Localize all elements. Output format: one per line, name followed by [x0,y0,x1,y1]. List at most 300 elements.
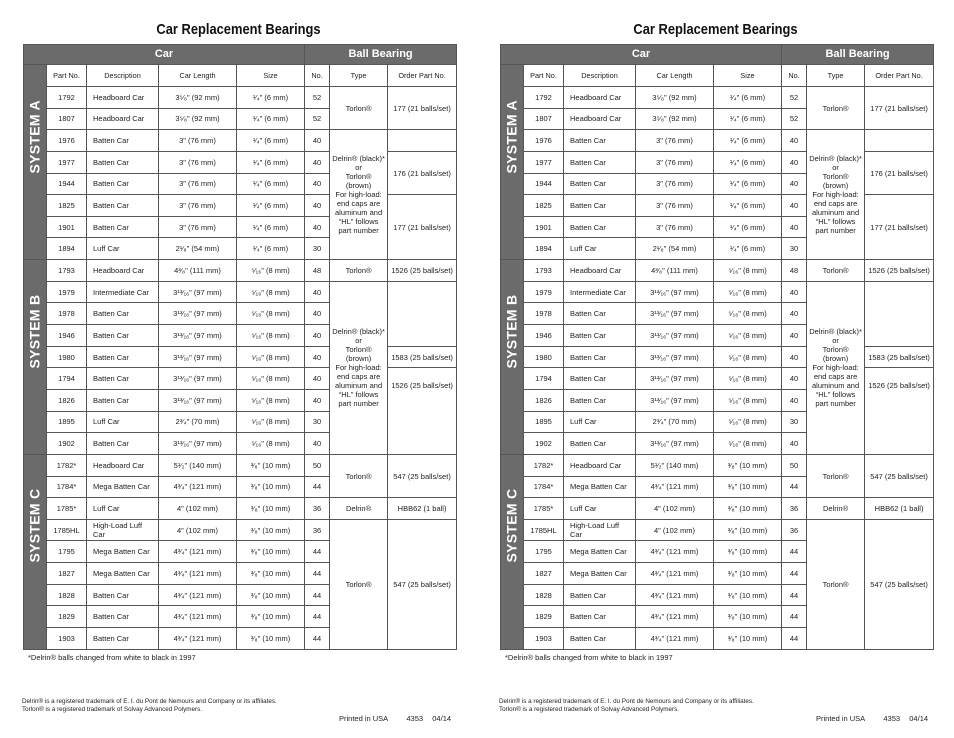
ball-count: 40 [305,281,330,303]
description: Mega Batten Car [564,563,636,585]
ball-count: 30 [305,411,330,433]
order-part-no: 1526 (25 balls/set) [388,368,457,455]
size: ³⁄₈" (10 mm) [714,563,782,585]
car-length: 4³⁄₄" (121 mm) [636,476,714,498]
car-length: 4³⁄₄" (121 mm) [636,563,714,585]
car-length: 3¹³⁄₁₆" (97 mm) [159,389,237,411]
page-title: Car Replacement Bearings [156,21,321,38]
description: Intermediate Car [564,281,636,303]
col-header-order-part-no: Order Part No. [388,65,457,87]
description: Batten Car [564,368,636,390]
size: ⁵⁄₁₆" (8 mm) [237,389,305,411]
table-row [501,151,934,173]
description: Intermediate Car [87,281,159,303]
description: Mega Batten Car [87,541,159,563]
size: ³⁄₈" (10 mm) [237,454,305,476]
description: Batten Car [87,389,159,411]
ball-count: 40 [305,195,330,217]
size: ³⁄₈" (10 mm) [714,454,782,476]
description: Headboard Car [564,260,636,282]
part-no: 1977 [47,151,87,173]
col-header-size: Size [237,65,305,87]
car-length: 3" (76 mm) [159,195,237,217]
col-header-order-part-no: Order Part No. [865,65,934,87]
part-no: 1978 [47,303,87,325]
table-row [501,260,934,282]
size: ⁵⁄₁₆" (8 mm) [714,325,782,347]
part-no: 1979 [47,281,87,303]
order-part-no: 177 (21 balls/set) [865,195,934,260]
table-row [501,130,934,152]
size: ⁵⁄₁₆" (8 mm) [714,260,782,282]
part-no: 1944 [524,173,564,195]
description: High-Load Luff Car [564,519,636,541]
part-no: 1785HL [524,519,564,541]
description: Headboard Car [87,454,159,476]
size: ¹⁄₄" (6 mm) [714,130,782,152]
description: Mega Batten Car [564,476,636,498]
order-part-no: HBB62 (1 ball) [865,498,934,520]
trademark-delrin: Delrin® is a registered trademark of E. I. du Pont de Nemours and Company or its affiliates. [499,698,754,705]
description: Luff Car [564,411,636,433]
size: ³⁄₈" (10 mm) [714,476,782,498]
size: ¹⁄₄" (6 mm) [714,216,782,238]
size: ³⁄₈" (10 mm) [714,541,782,563]
description: Mega Batten Car [87,476,159,498]
size: ⁵⁄₁₆" (8 mm) [237,303,305,325]
car-length: 4³⁄₄" (121 mm) [159,584,237,606]
description: Batten Car [87,628,159,650]
order-part-no [865,130,934,152]
col-header-type: Type [330,65,388,87]
ball-count: 40 [782,130,807,152]
table-row [24,519,457,541]
type-delrin-block: Delrin® (black)* or Torlon® (brown) For high-load: end caps are aluminum and “HL” follows part number [807,130,865,260]
order-part-no [865,281,934,346]
part-no: 1794 [524,368,564,390]
part-no: 1944 [47,173,87,195]
ball-count: 44 [782,476,807,498]
car-length: 4" (102 mm) [636,519,714,541]
car-length: 2³⁄₄" (70 mm) [159,411,237,433]
order-part-no: 1526 (25 balls/set) [865,260,934,282]
doc-code: 4353 [406,714,424,723]
ball-count: 40 [782,303,807,325]
ball-count: 44 [305,541,330,563]
car-length: 3¹³⁄₁₆" (97 mm) [636,346,714,368]
ball-count: 44 [305,628,330,650]
col-header-car-length: Car Length [636,65,714,87]
car-length: 3" (76 mm) [636,151,714,173]
size: ⁵⁄₁₆" (8 mm) [237,346,305,368]
description: Batten Car [87,216,159,238]
description: Luff Car [87,238,159,260]
description: Headboard Car [87,108,159,130]
ball-count: 40 [782,195,807,217]
part-no: 1795 [47,541,87,563]
table-row [501,498,934,520]
car-length: 3" (76 mm) [636,195,714,217]
type: Delrin® [807,498,865,520]
part-no: 1902 [47,433,87,455]
ball-count: 36 [305,519,330,541]
car-length: 3¹³⁄₁₆" (97 mm) [636,368,714,390]
col-header-part-no: Part No. [47,65,87,87]
description: Headboard Car [564,87,636,109]
type: Delrin® [330,498,388,520]
table-row [24,454,457,476]
ball-count: 36 [305,498,330,520]
group-car-header: Car [24,45,305,65]
order-part-no: 1583 (25 balls/set) [388,346,457,368]
part-no: 1825 [47,195,87,217]
bearings-table [500,44,934,650]
car-length: 4³⁄₄" (121 mm) [159,606,237,628]
description: Batten Car [564,216,636,238]
ball-count: 30 [782,411,807,433]
part-no: 1829 [47,606,87,628]
ball-count: 40 [782,433,807,455]
car-length: 4³⁄₄" (121 mm) [159,628,237,650]
table-row [24,281,457,303]
ball-count: 40 [305,216,330,238]
part-no: 1903 [524,628,564,650]
description: Luff Car [87,411,159,433]
part-no: 1828 [47,584,87,606]
description: Batten Car [564,584,636,606]
car-length: 5¹⁄₂" (140 mm) [159,454,237,476]
ball-count: 40 [305,151,330,173]
ball-count: 44 [782,628,807,650]
col-header-type: Type [807,65,865,87]
part-no: 1977 [524,151,564,173]
ball-count: 40 [782,151,807,173]
footnote: *Delrin® balls changed from white to black in 1997 [505,653,673,662]
size: ¹⁄₄" (6 mm) [237,108,305,130]
ball-count: 40 [782,389,807,411]
size: ¹⁄₄" (6 mm) [237,151,305,173]
printed-in: Printed in USA [816,714,866,723]
part-no: 1946 [47,325,87,347]
size: ¹⁄₄" (6 mm) [237,216,305,238]
description: Batten Car [87,606,159,628]
size: ³⁄₈" (10 mm) [714,519,782,541]
car-length: 3¹³⁄₁₆" (97 mm) [159,433,237,455]
description: Headboard Car [564,108,636,130]
part-no: 1980 [47,346,87,368]
part-no: 1792 [47,87,87,109]
ball-count: 30 [305,238,330,260]
col-header-car-length: Car Length [159,65,237,87]
description: Batten Car [564,628,636,650]
description: Batten Car [564,303,636,325]
table-row [24,151,457,173]
ball-count: 40 [782,346,807,368]
car-length: 4" (102 mm) [636,498,714,520]
ball-count: 36 [782,498,807,520]
size: ¹⁄₄" (6 mm) [237,130,305,152]
page-title: Car Replacement Bearings [633,21,798,38]
part-no: 1980 [524,346,564,368]
order-part-no: 176 (21 balls/set) [865,151,934,194]
doc-code: 4353 [883,714,901,723]
part-no: 1895 [524,411,564,433]
car-length: 3" (76 mm) [159,130,237,152]
system-c-label: SYSTEM C [24,454,47,649]
ball-count: 50 [782,454,807,476]
part-no: 1894 [524,238,564,260]
order-part-no: 547 (25 balls/set) [865,519,934,649]
table-row [24,368,457,390]
ball-count: 52 [305,87,330,109]
part-no: 1827 [47,563,87,585]
ball-count: 40 [305,325,330,347]
type: Torlon® [330,454,388,497]
order-part-no: HBB62 (1 ball) [388,498,457,520]
trademark-torlon: Torlon® is a registered trademark of Solvay Advanced Polymers. [499,706,679,713]
part-no: 1826 [47,389,87,411]
part-no: 1792 [524,87,564,109]
description: Batten Car [564,389,636,411]
ball-count: 52 [305,108,330,130]
size: ³⁄₈" (10 mm) [237,541,305,563]
table-row [501,195,934,217]
description: Batten Car [564,173,636,195]
order-part-no [388,281,457,346]
description: Headboard Car [564,454,636,476]
description: Batten Car [564,346,636,368]
size: ³⁄₈" (10 mm) [237,563,305,585]
car-length: 3⁵⁄₈" (92 mm) [159,108,237,130]
description: Batten Car [87,151,159,173]
description: High-Load Luff Car [87,519,159,541]
ball-count: 44 [782,606,807,628]
order-part-no: 547 (25 balls/set) [388,454,457,497]
size: ¹⁄₄" (6 mm) [714,108,782,130]
size: ¹⁄₄" (6 mm) [714,238,782,260]
print-info [816,714,928,723]
print-info [339,714,451,723]
type: Torlon® [330,519,388,649]
group-car-header: Car [501,45,782,65]
part-no: 1829 [524,606,564,628]
description: Batten Car [87,130,159,152]
ball-count: 40 [305,368,330,390]
car-length: 4³⁄₈" (111 mm) [159,260,237,282]
ball-count: 40 [305,173,330,195]
ball-count: 44 [305,606,330,628]
part-no: 1785HL [47,519,87,541]
ball-count: 40 [305,130,330,152]
part-no: 1978 [524,303,564,325]
group-ball-bearing-header: Ball Bearing [782,45,934,65]
size: ³⁄₈" (10 mm) [237,584,305,606]
part-no: 1826 [524,389,564,411]
car-length: 3¹³⁄₁₆" (97 mm) [636,433,714,455]
part-no: 1894 [47,238,87,260]
part-no: 1827 [524,563,564,585]
part-no: 1901 [47,216,87,238]
table-row [24,260,457,282]
car-length: 3¹³⁄₁₆" (97 mm) [159,368,237,390]
table-row [24,346,457,368]
ball-count: 44 [305,584,330,606]
type-delrin-block: Delrin® (black)* or Torlon® (brown) For high-load: end caps are aluminum and “HL” follows part number [807,281,865,454]
part-no: 1901 [524,216,564,238]
car-length: 3" (76 mm) [636,130,714,152]
car-length: 3¹³⁄₁₆" (97 mm) [159,303,237,325]
description: Batten Car [564,151,636,173]
col-header-part-no: Part No. [524,65,564,87]
footnote: *Delrin® balls changed from white to black in 1997 [28,653,196,662]
part-no: 1793 [524,260,564,282]
car-length: 3¹³⁄₁₆" (97 mm) [636,325,714,347]
car-length: 4³⁄₈" (111 mm) [636,260,714,282]
size: ⁵⁄₁₆" (8 mm) [714,281,782,303]
size: ⁵⁄₁₆" (8 mm) [714,433,782,455]
description: Batten Car [87,173,159,195]
size: ¹⁄₄" (6 mm) [237,173,305,195]
ball-count: 44 [305,476,330,498]
order-part-no: 177 (21 balls/set) [388,195,457,260]
car-length: 3" (76 mm) [636,216,714,238]
car-length: 3" (76 mm) [159,173,237,195]
ball-count: 40 [305,346,330,368]
description: Batten Car [87,433,159,455]
part-no: 1784* [47,476,87,498]
description: Luff Car [564,238,636,260]
ball-count: 52 [782,87,807,109]
ball-count: 48 [305,260,330,282]
car-length: 3¹³⁄₁₆" (97 mm) [159,281,237,303]
type: Torlon® [807,87,865,130]
size: ⁵⁄₁₆" (8 mm) [714,411,782,433]
size: ¹⁄₄" (6 mm) [714,173,782,195]
type: Torlon® [330,87,388,130]
description: Batten Car [87,325,159,347]
order-part-no: 1526 (25 balls/set) [388,260,457,282]
car-length: 3¹³⁄₁₆" (97 mm) [159,325,237,347]
part-no: 1782* [47,454,87,476]
ball-count: 44 [782,584,807,606]
ball-count: 36 [782,519,807,541]
part-no: 1784* [524,476,564,498]
size: ¹⁄₄" (6 mm) [237,195,305,217]
car-length: 2³⁄₄" (70 mm) [636,411,714,433]
car-length: 3¹³⁄₁₆" (97 mm) [159,346,237,368]
table-row [501,346,934,368]
size: ⁵⁄₁₆" (8 mm) [237,260,305,282]
description: Batten Car [87,195,159,217]
order-part-no: 1526 (25 balls/set) [865,368,934,455]
table-row [501,281,934,303]
ball-count: 44 [305,563,330,585]
description: Luff Car [87,498,159,520]
page-right [477,0,954,738]
size: ³⁄₈" (10 mm) [714,606,782,628]
car-length: 3¹³⁄₁₆" (97 mm) [636,303,714,325]
col-header-description: Description [87,65,159,87]
size: ¹⁄₄" (6 mm) [714,195,782,217]
description: Luff Car [564,498,636,520]
part-no: 1946 [524,325,564,347]
part-no: 1902 [524,433,564,455]
group-ball-bearing-header: Ball Bearing [305,45,457,65]
ball-count: 40 [782,281,807,303]
part-no: 1903 [47,628,87,650]
size: ³⁄₈" (10 mm) [237,498,305,520]
part-no: 1785* [524,498,564,520]
description: Batten Car [564,325,636,347]
printed-in: Printed in USA [339,714,389,723]
car-length: 3¹³⁄₁₆" (97 mm) [636,389,714,411]
car-length: 4³⁄₄" (121 mm) [159,563,237,585]
ball-count: 48 [782,260,807,282]
ball-count: 40 [782,368,807,390]
size: ³⁄₈" (10 mm) [237,476,305,498]
table-row [501,519,934,541]
description: Headboard Car [87,87,159,109]
car-length: 4³⁄₄" (121 mm) [159,541,237,563]
part-no: 1825 [524,195,564,217]
description: Batten Car [87,303,159,325]
ball-count: 30 [782,238,807,260]
description: Batten Car [564,195,636,217]
doc-date: 04/14 [909,714,929,723]
car-length: 2¹⁄₈" (54 mm) [636,238,714,260]
size: ⁵⁄₁₆" (8 mm) [237,433,305,455]
system-b-label: SYSTEM B [24,260,47,455]
type-delrin-block: Delrin® (black)* or Torlon® (brown) For high-load: end caps are aluminum and “HL” follows part number [330,130,388,260]
order-part-no: 177 (21 balls/set) [388,87,457,130]
car-length: 4³⁄₄" (121 mm) [636,584,714,606]
trademark-notice [499,698,754,714]
description: Batten Car [564,433,636,455]
size: ³⁄₈" (10 mm) [237,606,305,628]
car-length: 3¹³⁄₁₆" (97 mm) [636,281,714,303]
table-row [501,368,934,390]
part-no: 1793 [47,260,87,282]
description: Batten Car [564,606,636,628]
doc-date: 04/14 [432,714,452,723]
description: Headboard Car [87,260,159,282]
part-no: 1785* [47,498,87,520]
part-no: 1895 [47,411,87,433]
part-no: 1976 [47,130,87,152]
type-delrin-block: Delrin® (black)* or Torlon® (brown) For high-load: end caps are aluminum and “HL” follows part number [330,281,388,454]
table-row [24,130,457,152]
table-row [501,454,934,476]
car-length: 3⁵⁄₈" (92 mm) [159,87,237,109]
car-length: 4³⁄₄" (121 mm) [636,541,714,563]
part-no: 1976 [524,130,564,152]
car-length: 4" (102 mm) [159,498,237,520]
size: ⁵⁄₁₆" (8 mm) [714,303,782,325]
part-no: 1807 [47,108,87,130]
system-b-label: SYSTEM B [501,260,524,455]
order-part-no: 547 (25 balls/set) [865,454,934,497]
size: ⁵⁄₁₆" (8 mm) [714,368,782,390]
car-length: 5¹⁄₂" (140 mm) [636,454,714,476]
order-part-no: 1583 (25 balls/set) [865,346,934,368]
car-length: 3" (76 mm) [159,216,237,238]
trademark-torlon: Torlon® is a registered trademark of Solvay Advanced Polymers. [22,706,202,713]
description: Mega Batten Car [87,563,159,585]
ball-count: 40 [305,433,330,455]
size: ¹⁄₄" (6 mm) [714,151,782,173]
ball-count: 40 [782,216,807,238]
trademark-delrin: Delrin® is a registered trademark of E. I. du Pont de Nemours and Company or its affiliates. [22,698,277,705]
